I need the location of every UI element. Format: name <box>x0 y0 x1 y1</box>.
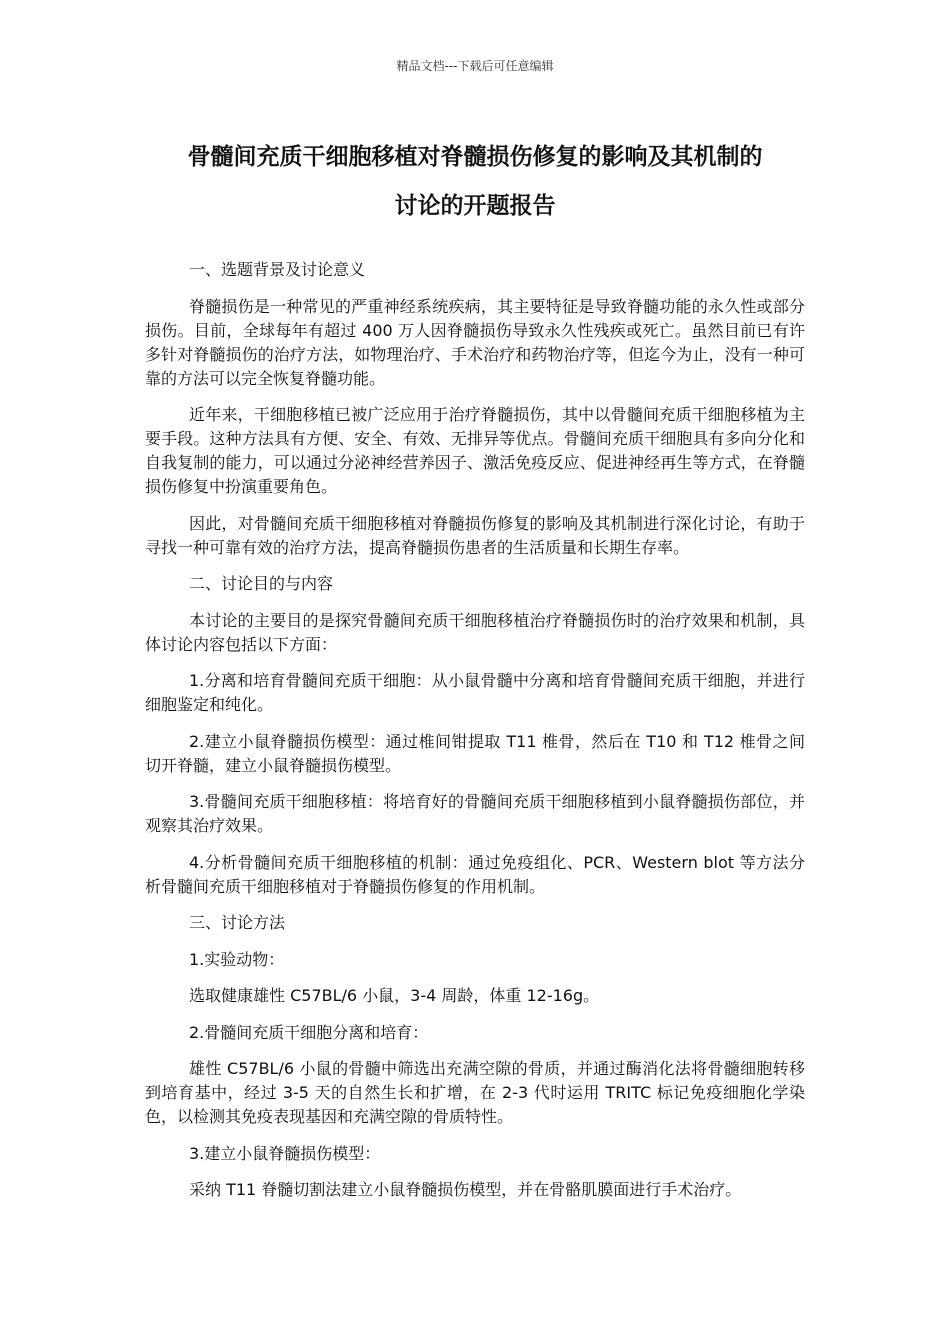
page-header-note: 精品文档---下载后可任意编辑 <box>396 59 554 73</box>
paragraph: 因此，对骨髓间充质干细胞移植对脊髓损伤修复的影响及其机制进行深化讨论，有助于寻找一种可靠有效的治疗方法，提高脊髓损伤患者的生活质量和长期生存率。 <box>145 513 805 557</box>
paragraph: 近年来，干细胞移植已被广泛应用于治疗脊髓损伤，其中以骨髓间充质干细胞移植为主要手段。这种方法具有方便、安全、有效、无排异等优点。骨髓间充质干细胞具有多向分化和自我复制的能力，可以通过分泌神经营养因子、激活免疫反应、促进神经再生等方式，在脊髓损伤修复中扮演重要角色。 <box>145 405 805 496</box>
paragraph: 脊髓损伤是一种常见的严重神经系统疾病，其主要特征是导致脊髓功能的永久性或部分损伤。目前，全球每年有超过 400 万人因脊髓损伤导致永久性残疾或死亡。虽然目前已有许多针对脊髓损伤的治疗方法，如物理治疗、手术治疗和药物治疗等，但迄今为止，没有一种可靠的方法可以完全恢复脊髓功能。 <box>145 296 805 388</box>
list-item: 4.分析骨髓间充质干细胞移植的机制：通过免疫组化、PCR、Western blot 等方法分析骨髓间充质干细胞移植对于脊髓损伤修复的作用机制。 <box>145 852 805 896</box>
document-body <box>145 258 805 1215</box>
subheading: 3.建立小鼠脊髓损伤模型： <box>189 1143 381 1163</box>
paragraph: 雄性 C57BL/6 小鼠的骨髓中筛选出充满空隙的骨质，并通过酶消化法将骨髓细胞转移到培育基中，经过 3-5 天的自然生长和扩增，在 2-3 代时运用 TRITC 标记免疫细胞化学染色，以检测其免疫表现基因和充满空隙的骨质特性。 <box>145 1059 805 1126</box>
report-title-line-1: 骨髓间充质干细胞移植对脊髓损伤修复的影响及其机制的 <box>187 144 763 170</box>
paragraph: 采纳 T11 脊髓切割法建立小鼠脊髓损伤模型，并在骨骼肌膜面进行手术治疗。 <box>189 1180 742 1199</box>
list-item: 1.分离和培育骨髓间充质干细胞：从小鼠骨髓中分离和培育骨髓间充质干细胞，并进行细胞鉴定和纯化。 <box>145 671 805 714</box>
list-item: 3.骨髓间充质干细胞移植：将培育好的骨髓间充质干细胞移植到小鼠脊髓损伤部位，并观察其治疗效果。 <box>145 792 805 835</box>
section-heading-3: 三、讨论方法 <box>189 913 286 932</box>
subheading: 2.骨髓间充质干细胞分离和培育： <box>189 1022 429 1042</box>
section-heading-2: 二、讨论目的与内容 <box>189 574 334 593</box>
paragraph: 选取健康雄性 C57BL/6 小鼠，3-4 周龄，体重 12-16g。 <box>189 986 600 1005</box>
section-heading-1: 一、选题背景及讨论意义 <box>189 260 366 279</box>
subheading: 1.实验动物： <box>189 949 285 969</box>
list-item: 2.建立小鼠脊髓损伤模型：通过椎间钳提取 T11 椎骨，然后在 T10 和 T12 椎骨之间切开脊髓，建立小鼠脊髓损伤模型。 <box>145 731 805 775</box>
report-title-line-2: 讨论的开题报告 <box>394 193 556 219</box>
paragraph: 本讨论的主要目的是探究骨髓间充质干细胞移植治疗脊髓损伤时的治疗效果和机制，具体讨论内容包括以下方面： <box>145 610 805 654</box>
